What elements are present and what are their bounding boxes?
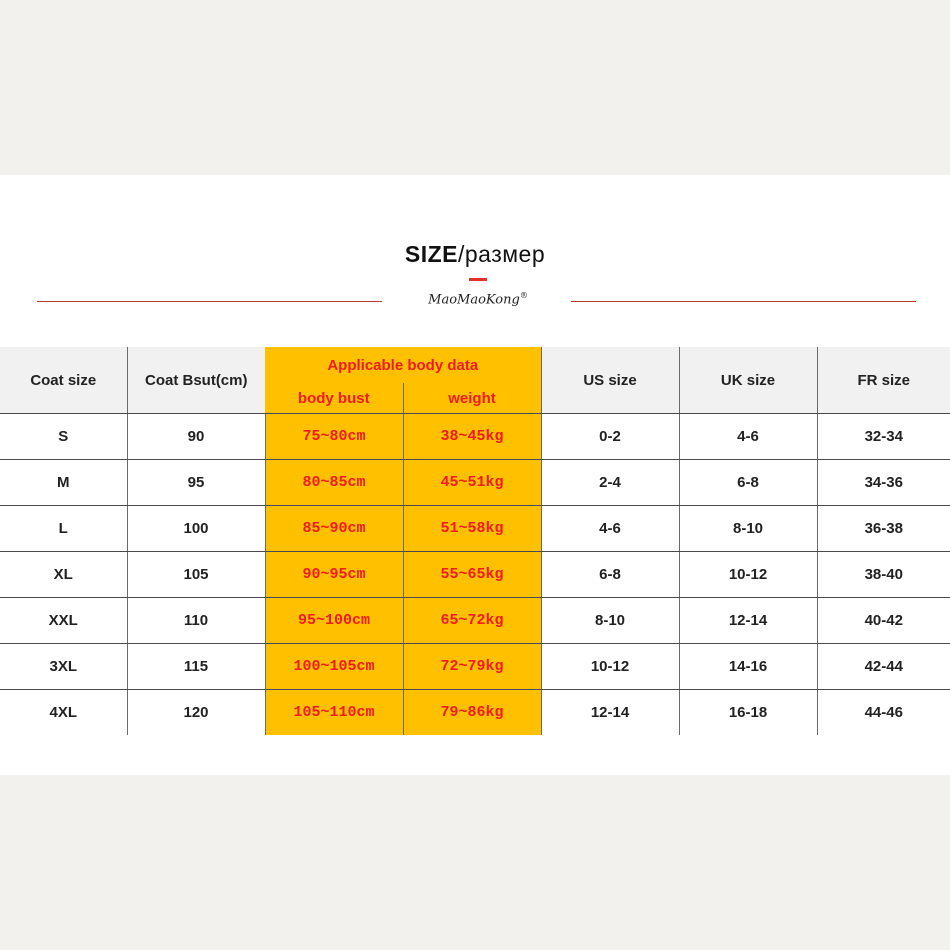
cell-coat-bust: 100	[127, 506, 265, 552]
cell-coat-size: L	[0, 506, 127, 552]
cell-weight: 79~86kg	[403, 690, 541, 736]
cell-fr-size: 44-46	[817, 690, 950, 736]
cell-coat-bust: 115	[127, 644, 265, 690]
cell-fr-size: 42-44	[817, 644, 950, 690]
header-coat-size: Coat size	[0, 347, 127, 414]
cell-body-bust: 100~105cm	[265, 644, 403, 690]
cell-coat-bust: 105	[127, 552, 265, 598]
cell-weight: 51~58kg	[403, 506, 541, 552]
cell-coat-size: 3XL	[0, 644, 127, 690]
cell-coat-bust: 110	[127, 598, 265, 644]
cell-coat-bust: 90	[127, 414, 265, 460]
cell-fr-size: 32-34	[817, 414, 950, 460]
cell-uk-size: 16-18	[679, 690, 817, 736]
cell-weight: 38~45kg	[403, 414, 541, 460]
table-row	[0, 644, 950, 690]
header-fr-size: FR size	[817, 347, 950, 414]
brand-name: MaoMaoKong	[428, 292, 520, 308]
cell-us-size: 6-8	[541, 552, 679, 598]
cell-coat-bust: 120	[127, 690, 265, 736]
cell-weight: 65~72kg	[403, 598, 541, 644]
title-accent-bar	[469, 278, 487, 281]
header-coat-bust: Coat Bsut(cm)	[127, 347, 265, 414]
cell-body-bust: 75~80cm	[265, 414, 403, 460]
table-row	[0, 414, 950, 460]
cell-us-size: 4-6	[541, 506, 679, 552]
cell-uk-size: 14-16	[679, 644, 817, 690]
header-body-bust: body bust	[265, 383, 403, 413]
size-title-separator: /	[457, 241, 465, 267]
cell-coat-size: S	[0, 414, 127, 460]
size-chart-card	[0, 175, 950, 775]
cell-uk-size: 12-14	[679, 598, 817, 644]
cell-uk-size: 8-10	[679, 506, 817, 552]
cell-fr-size: 40-42	[817, 598, 950, 644]
table-row	[0, 552, 950, 598]
cell-uk-size: 6-8	[679, 460, 817, 506]
cell-us-size: 12-14	[541, 690, 679, 736]
cell-us-size: 0-2	[541, 414, 679, 460]
cell-coat-size: 4XL	[49, 704, 77, 721]
cell-fr-size: 38-40	[817, 552, 950, 598]
table-header-row	[0, 347, 950, 383]
table-row	[0, 690, 950, 736]
brand-logo	[0, 291, 950, 307]
cell-us-size: 8-10	[541, 598, 679, 644]
cell-body-bust: 80~85cm	[265, 460, 403, 506]
table-row	[0, 598, 950, 644]
cell-weight: 45~51kg	[403, 460, 541, 506]
cell-fr-size: 34-36	[817, 460, 950, 506]
size-title-en: SIZE	[404, 241, 458, 267]
cell-uk-size: 10-12	[679, 552, 817, 598]
cell-body-bust: 105~110cm	[265, 690, 403, 736]
cell-body-bust: 85~90cm	[265, 506, 403, 552]
cell-coat-size: M	[0, 460, 127, 506]
cell-weight: 72~79kg	[403, 644, 541, 690]
cell-coat-size: XL	[0, 552, 127, 598]
table-row	[0, 460, 950, 506]
cell-fr-size: 36-38	[817, 506, 950, 552]
size-title-ru: размер	[464, 241, 546, 267]
cell-coat-size: XXL	[0, 598, 127, 644]
cell-us-size: 2-4	[541, 460, 679, 506]
table-row	[0, 506, 950, 552]
cell-weight: 55~65kg	[403, 552, 541, 598]
header-uk-size: UK size	[679, 347, 817, 414]
size-title	[0, 241, 950, 268]
cell-uk-size: 4-6	[679, 414, 817, 460]
cell-body-bust: 90~95cm	[265, 552, 403, 598]
size-table	[0, 347, 950, 735]
cell-body-bust: 95~100cm	[265, 598, 403, 644]
cell-us-size: 10-12	[541, 644, 679, 690]
brand-registered-mark: ®	[519, 291, 528, 300]
cell-coat-bust: 95	[127, 460, 265, 506]
header-weight: weight	[403, 383, 541, 413]
header-applicable-body-data: Applicable body data	[265, 347, 541, 383]
header-us-size: US size	[541, 347, 679, 414]
